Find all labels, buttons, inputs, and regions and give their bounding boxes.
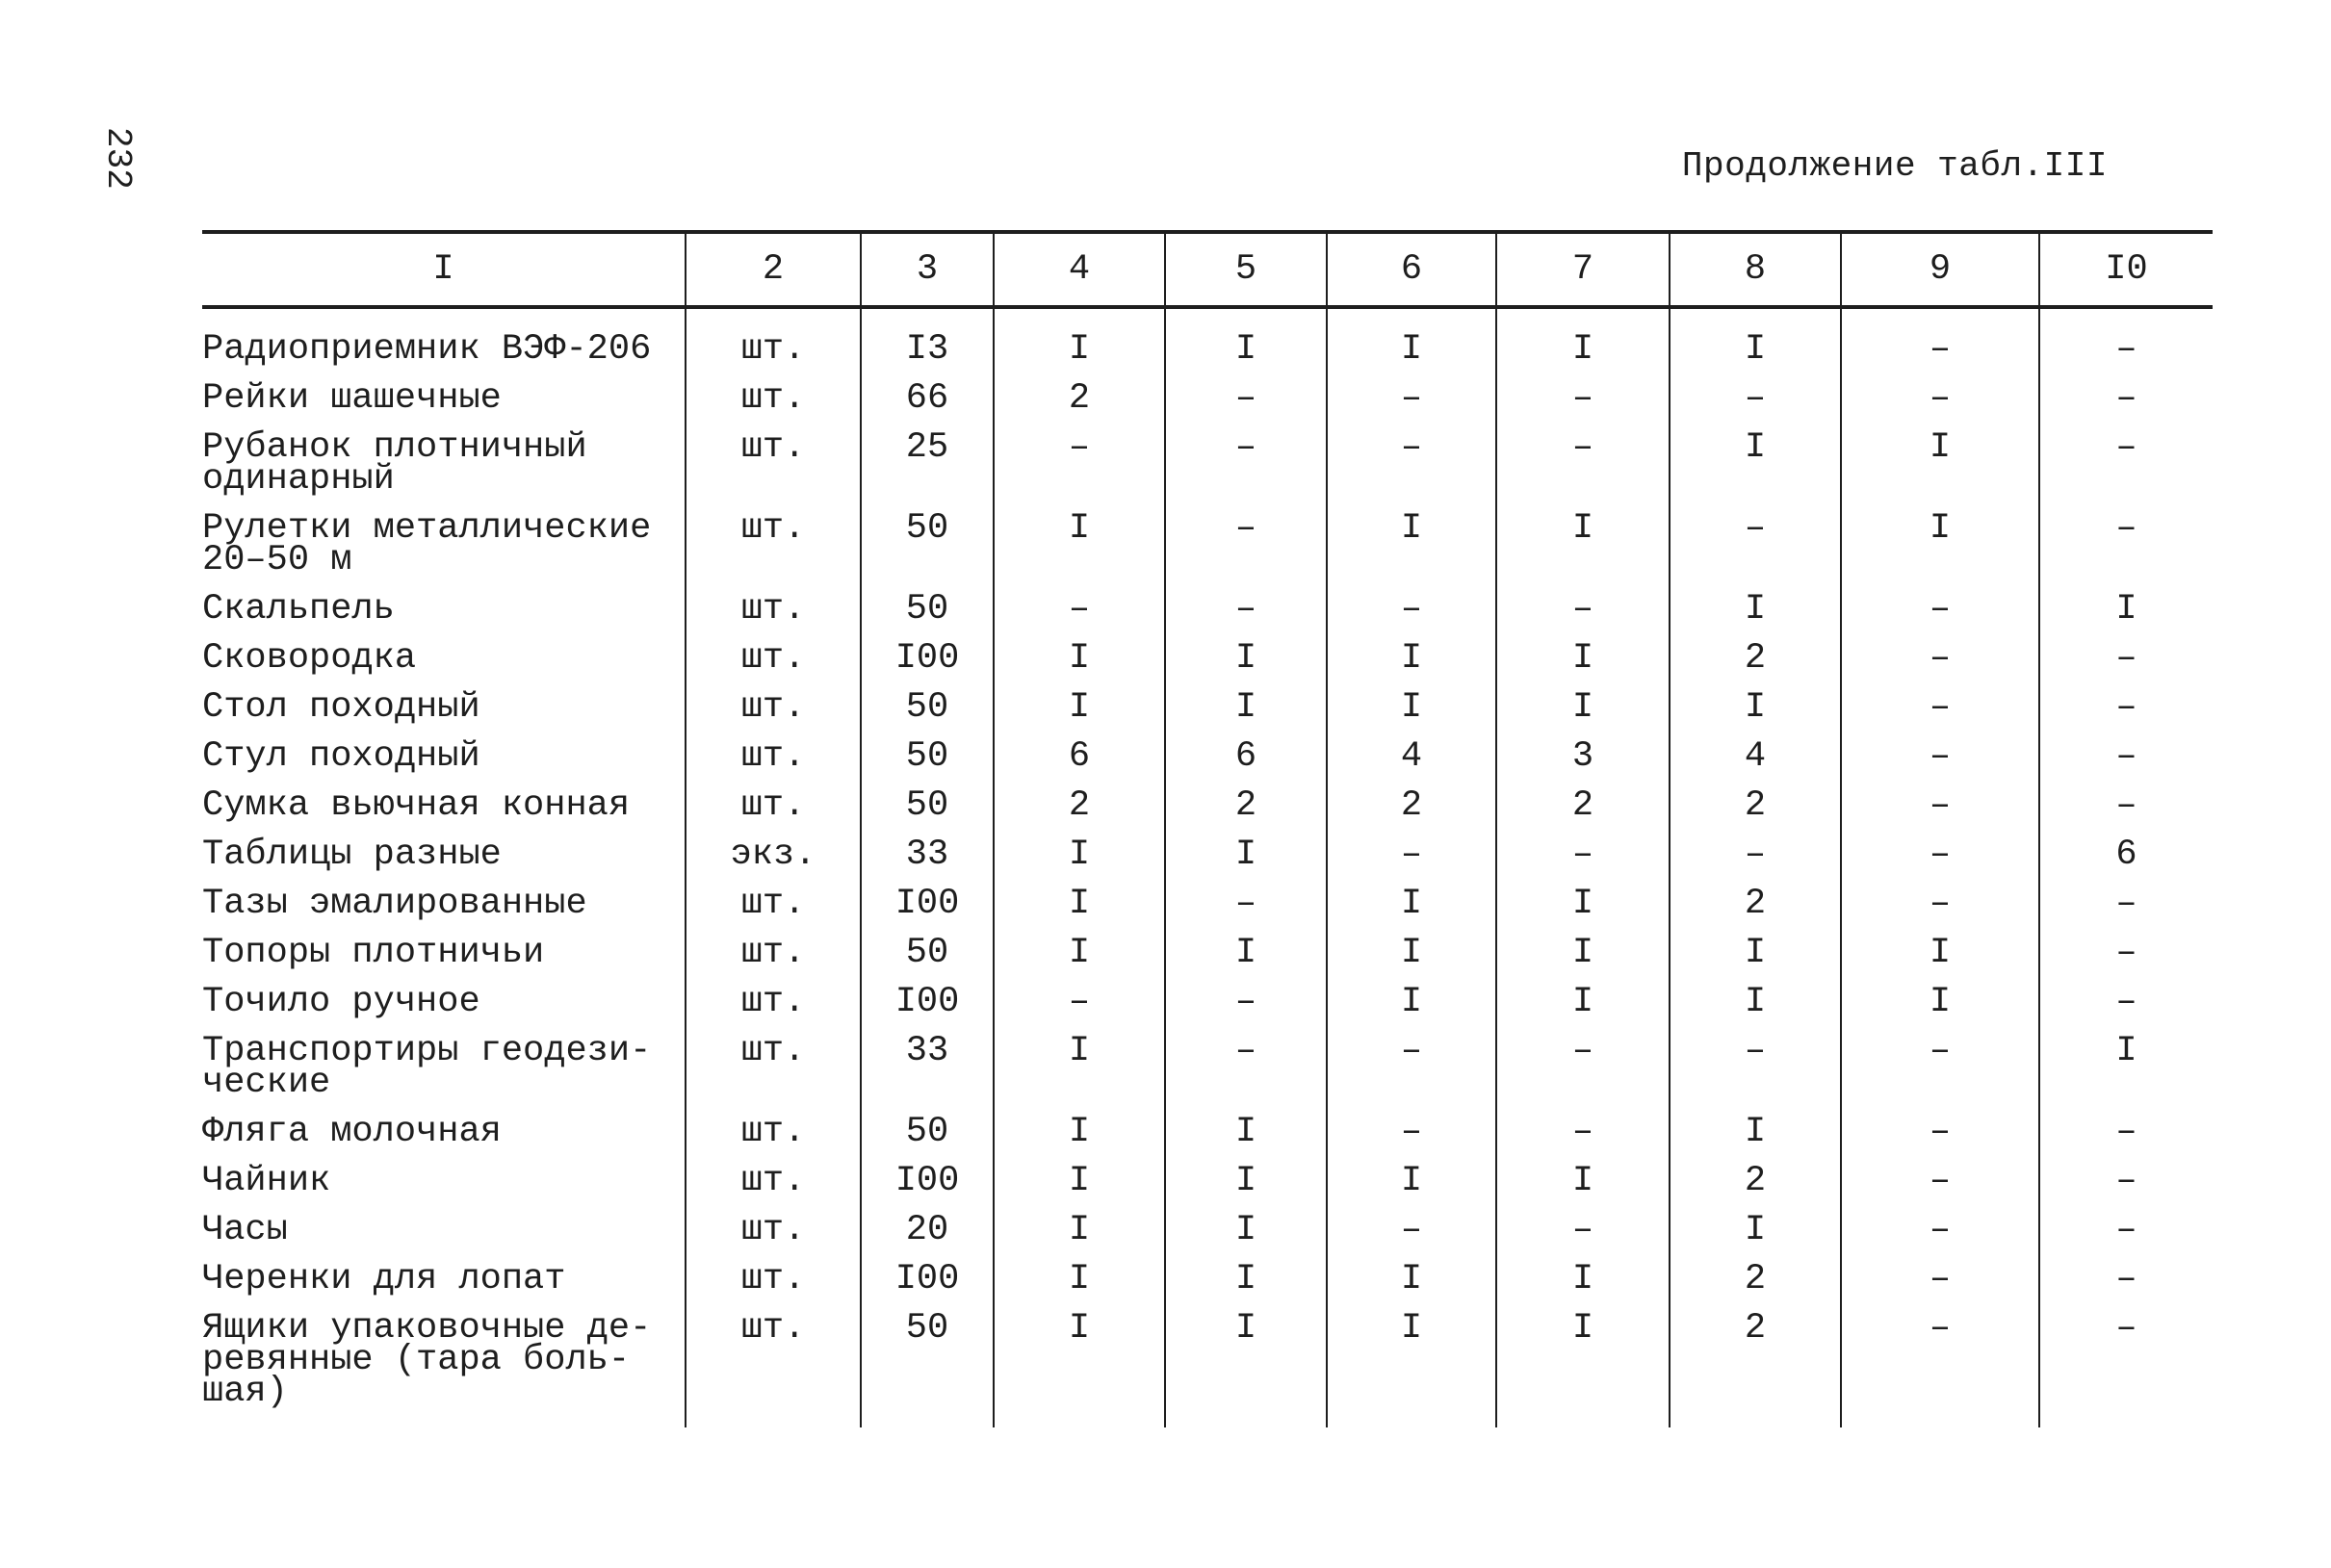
item-name-cell	[202, 374, 686, 424]
table-row	[202, 634, 2213, 683]
table-row	[202, 1255, 2213, 1304]
cell-col-9: –	[1841, 1206, 2039, 1255]
item-name-cell	[202, 1027, 686, 1108]
cell-col-8: I	[1670, 978, 1841, 1027]
table-row	[202, 374, 2213, 424]
item-name-cell	[202, 585, 686, 634]
cell-col-5: –	[1165, 374, 1327, 424]
cell-col-10: –	[2039, 929, 2213, 978]
cell-col-7: I	[1496, 504, 1670, 585]
cell-col-7: I	[1496, 978, 1670, 1027]
cell-col-9: –	[1841, 733, 2039, 782]
cell-col-6: –	[1327, 1027, 1496, 1108]
cell-col-2: экз.	[686, 831, 861, 880]
item-name-cell	[202, 831, 686, 880]
item-name: Ящики упаковочные де- ревянные (тара боль- шая)	[202, 1308, 652, 1412]
cell-col-4: I	[994, 634, 1165, 683]
cell-col-3: 66	[861, 374, 994, 424]
cell-col-3: 50	[861, 733, 994, 782]
cell-col-9: –	[1841, 307, 2039, 374]
item-name-cell	[202, 307, 686, 374]
table-row	[202, 929, 2213, 978]
cell-col-2: шт.	[686, 683, 861, 733]
cell-col-6: –	[1327, 831, 1496, 880]
cell-col-8: I	[1670, 1108, 1841, 1157]
cell-col-2: шт.	[686, 1108, 861, 1157]
cell-col-4: I	[994, 831, 1165, 880]
cell-col-10: –	[2039, 307, 2213, 374]
cell-col-2: шт.	[686, 1206, 861, 1255]
item-name: Скальпель	[202, 589, 395, 630]
cell-col-3: 50	[861, 782, 994, 831]
column-header-4: 4	[994, 232, 1165, 307]
cell-col-4: I	[994, 929, 1165, 978]
column-header-1: I	[202, 232, 686, 307]
cell-col-10: –	[2039, 1206, 2213, 1255]
cell-col-10: I	[2039, 585, 2213, 634]
cell-col-4: I	[994, 1304, 1165, 1427]
cell-col-3: 50	[861, 683, 994, 733]
item-name: Транспортиры геодези- ческие	[202, 1031, 652, 1103]
table-row	[202, 1157, 2213, 1206]
table-row	[202, 683, 2213, 733]
cell-col-4: –	[994, 585, 1165, 634]
cell-col-5: I	[1165, 1255, 1327, 1304]
cell-col-2: шт.	[686, 1255, 861, 1304]
cell-col-10: 6	[2039, 831, 2213, 880]
column-header-7: 7	[1496, 232, 1670, 307]
item-name: Сумка вьючная конная	[202, 785, 631, 826]
cell-col-5: –	[1165, 424, 1327, 504]
cell-col-8: I	[1670, 929, 1841, 978]
cell-col-2: шт.	[686, 1157, 861, 1206]
cell-col-9: –	[1841, 880, 2039, 929]
cell-col-5: I	[1165, 634, 1327, 683]
cell-col-8: 2	[1670, 880, 1841, 929]
item-name-cell	[202, 1304, 686, 1427]
cell-col-10: –	[2039, 733, 2213, 782]
cell-col-10: –	[2039, 683, 2213, 733]
cell-col-9: I	[1841, 424, 2039, 504]
cell-col-3: I3	[861, 307, 994, 374]
cell-col-5: I	[1165, 1206, 1327, 1255]
cell-col-10: –	[2039, 1108, 2213, 1157]
table-row	[202, 307, 2213, 374]
cell-col-8: 2	[1670, 1304, 1841, 1427]
table-row	[202, 978, 2213, 1027]
cell-col-9: –	[1841, 585, 2039, 634]
cell-col-2: шт.	[686, 1027, 861, 1108]
cell-col-7: I	[1496, 683, 1670, 733]
cell-col-6: 2	[1327, 782, 1496, 831]
table-row	[202, 1108, 2213, 1157]
cell-col-9: –	[1841, 1304, 2039, 1427]
cell-col-7: 2	[1496, 782, 1670, 831]
cell-col-6: –	[1327, 1206, 1496, 1255]
column-header-10: I0	[2039, 232, 2213, 307]
column-header-2: 2	[686, 232, 861, 307]
cell-col-7: 3	[1496, 733, 1670, 782]
cell-col-8: –	[1670, 1027, 1841, 1108]
cell-col-5: I	[1165, 307, 1327, 374]
item-name-cell	[202, 1206, 686, 1255]
cell-col-10: –	[2039, 504, 2213, 585]
item-name: Сковородка	[202, 638, 417, 679]
cell-col-8: 2	[1670, 634, 1841, 683]
cell-col-7: I	[1496, 307, 1670, 374]
column-header-8: 8	[1670, 232, 1841, 307]
cell-col-8: I	[1670, 585, 1841, 634]
cell-col-4: –	[994, 424, 1165, 504]
item-name-cell	[202, 880, 686, 929]
cell-col-3: 20	[861, 1206, 994, 1255]
cell-col-9: –	[1841, 374, 2039, 424]
cell-col-8: I	[1670, 683, 1841, 733]
item-name: Топоры плотничьи	[202, 933, 545, 973]
cell-col-3: 50	[861, 1304, 994, 1427]
cell-col-6: –	[1327, 1108, 1496, 1157]
cell-col-3: 25	[861, 424, 994, 504]
cell-col-10: –	[2039, 782, 2213, 831]
cell-col-10: –	[2039, 634, 2213, 683]
cell-col-7: –	[1496, 1108, 1670, 1157]
cell-col-2: шт.	[686, 374, 861, 424]
cell-col-6: I	[1327, 307, 1496, 374]
table-row	[202, 1304, 2213, 1427]
cell-col-3: I00	[861, 1255, 994, 1304]
cell-col-9: –	[1841, 634, 2039, 683]
cell-col-2: шт.	[686, 978, 861, 1027]
cell-col-3: I00	[861, 1157, 994, 1206]
cell-col-7: –	[1496, 1027, 1670, 1108]
cell-col-6: I	[1327, 978, 1496, 1027]
cell-col-5: I	[1165, 1157, 1327, 1206]
cell-col-8: –	[1670, 831, 1841, 880]
cell-col-8: –	[1670, 374, 1841, 424]
cell-col-9: –	[1841, 782, 2039, 831]
header-row	[202, 232, 2213, 307]
item-name-cell	[202, 1255, 686, 1304]
cell-col-2: шт.	[686, 1304, 861, 1427]
cell-col-10: –	[2039, 1157, 2213, 1206]
cell-col-4: I	[994, 1108, 1165, 1157]
cell-col-9: –	[1841, 1108, 2039, 1157]
cell-col-4: I	[994, 683, 1165, 733]
item-name: Радиоприемник ВЭФ-206	[202, 329, 652, 370]
cell-col-6: –	[1327, 585, 1496, 634]
table-row	[202, 733, 2213, 782]
item-name: Тазы эмалированные	[202, 884, 587, 924]
cell-col-8: –	[1670, 504, 1841, 585]
column-header-3: 3	[861, 232, 994, 307]
table-container	[202, 230, 2213, 1427]
cell-col-9: I	[1841, 929, 2039, 978]
cell-col-7: I	[1496, 929, 1670, 978]
table-row	[202, 504, 2213, 585]
cell-col-7: I	[1496, 880, 1670, 929]
cell-col-2: шт.	[686, 634, 861, 683]
table-row	[202, 585, 2213, 634]
cell-col-9: –	[1841, 1027, 2039, 1108]
cell-col-10: I	[2039, 1027, 2213, 1108]
cell-col-5: I	[1165, 1304, 1327, 1427]
cell-col-8: 2	[1670, 1255, 1841, 1304]
cell-col-9: –	[1841, 1157, 2039, 1206]
cell-col-7: I	[1496, 1304, 1670, 1427]
cell-col-3: 50	[861, 585, 994, 634]
cell-col-7: –	[1496, 424, 1670, 504]
cell-col-10: –	[2039, 1304, 2213, 1427]
cell-col-8: I	[1670, 307, 1841, 374]
cell-col-8: 2	[1670, 782, 1841, 831]
cell-col-2: шт.	[686, 929, 861, 978]
cell-col-9: –	[1841, 1255, 2039, 1304]
cell-col-6: I	[1327, 634, 1496, 683]
cell-col-3: 50	[861, 1108, 994, 1157]
table-caption: Продолжение табл.III	[1681, 146, 2108, 186]
table-row	[202, 1206, 2213, 1255]
cell-col-5: I	[1165, 1108, 1327, 1157]
cell-col-4: 6	[994, 733, 1165, 782]
cell-col-6: –	[1327, 374, 1496, 424]
cell-col-9: I	[1841, 978, 2039, 1027]
cell-col-7: –	[1496, 374, 1670, 424]
item-name-cell	[202, 782, 686, 831]
item-name-cell	[202, 978, 686, 1027]
cell-col-4: 2	[994, 374, 1165, 424]
cell-col-5: –	[1165, 585, 1327, 634]
item-name: Чайник	[202, 1161, 331, 1201]
table-row	[202, 424, 2213, 504]
item-name-cell	[202, 634, 686, 683]
cell-col-5: –	[1165, 880, 1327, 929]
item-name: Фляга молочная	[202, 1112, 502, 1152]
cell-col-6: I	[1327, 1255, 1496, 1304]
cell-col-2: шт.	[686, 880, 861, 929]
cell-col-4: I	[994, 307, 1165, 374]
cell-col-6: I	[1327, 880, 1496, 929]
cell-col-2: шт.	[686, 585, 861, 634]
item-name: Часы	[202, 1210, 288, 1250]
cell-col-6: 4	[1327, 733, 1496, 782]
item-name: Стол походный	[202, 687, 480, 728]
cell-col-4: 2	[994, 782, 1165, 831]
column-header-5: 5	[1165, 232, 1327, 307]
cell-col-6: –	[1327, 424, 1496, 504]
cell-col-3: 33	[861, 1027, 994, 1108]
cell-col-4: I	[994, 1157, 1165, 1206]
cell-col-3: I00	[861, 978, 994, 1027]
item-name: Рулетки металлические 20–50 м	[202, 508, 652, 580]
item-name-cell	[202, 1108, 686, 1157]
cell-col-4: I	[994, 1206, 1165, 1255]
item-name-cell	[202, 1157, 686, 1206]
table-row	[202, 782, 2213, 831]
cell-col-10: –	[2039, 880, 2213, 929]
column-header-6: 6	[1327, 232, 1496, 307]
item-name: Точило ручное	[202, 982, 480, 1022]
cell-col-7: –	[1496, 585, 1670, 634]
cell-col-7: I	[1496, 1255, 1670, 1304]
item-name: Черенки для лопат	[202, 1259, 566, 1299]
cell-col-5: –	[1165, 978, 1327, 1027]
cell-col-5: I	[1165, 831, 1327, 880]
cell-col-3: 50	[861, 929, 994, 978]
cell-col-10: –	[2039, 978, 2213, 1027]
cell-col-8: 4	[1670, 733, 1841, 782]
item-name: Рубанок плотничный одинарный	[202, 427, 587, 500]
item-name: Стул походный	[202, 736, 480, 777]
cell-col-4: I	[994, 1255, 1165, 1304]
cell-col-5: I	[1165, 929, 1327, 978]
table-row	[202, 880, 2213, 929]
cell-col-7: –	[1496, 831, 1670, 880]
cell-col-8: 2	[1670, 1157, 1841, 1206]
table-row	[202, 1027, 2213, 1108]
cell-col-3: 50	[861, 504, 994, 585]
cell-col-7: I	[1496, 1157, 1670, 1206]
cell-col-9: –	[1841, 831, 2039, 880]
cell-col-3: I00	[861, 634, 994, 683]
cell-col-7: –	[1496, 1206, 1670, 1255]
cell-col-2: шт.	[686, 504, 861, 585]
cell-col-10: –	[2039, 1255, 2213, 1304]
cell-col-4: I	[994, 1027, 1165, 1108]
item-name-cell	[202, 683, 686, 733]
cell-col-10: –	[2039, 424, 2213, 504]
table-header	[202, 232, 2213, 307]
item-name: Таблицы разные	[202, 835, 502, 875]
cell-col-5: 2	[1165, 782, 1327, 831]
table-body	[202, 307, 2213, 1427]
cell-col-3: 33	[861, 831, 994, 880]
cell-col-5: –	[1165, 1027, 1327, 1108]
item-name: Рейки шашечные	[202, 378, 502, 419]
item-name-cell	[202, 424, 686, 504]
item-name-cell	[202, 733, 686, 782]
cell-col-5: 6	[1165, 733, 1327, 782]
cell-col-4: –	[994, 978, 1165, 1027]
cell-col-9: –	[1841, 683, 2039, 733]
cell-col-4: I	[994, 880, 1165, 929]
cell-col-4: I	[994, 504, 1165, 585]
page-number: 232	[98, 127, 138, 190]
cell-col-3: I00	[861, 880, 994, 929]
cell-col-10: –	[2039, 374, 2213, 424]
item-name-cell	[202, 504, 686, 585]
cell-col-9: I	[1841, 504, 2039, 585]
cell-col-6: I	[1327, 929, 1496, 978]
cell-col-8: I	[1670, 1206, 1841, 1255]
column-header-9: 9	[1841, 232, 2039, 307]
cell-col-2: шт.	[686, 424, 861, 504]
cell-col-2: шт.	[686, 782, 861, 831]
cell-col-6: I	[1327, 504, 1496, 585]
cell-col-5: I	[1165, 683, 1327, 733]
cell-col-5: –	[1165, 504, 1327, 585]
item-name-cell	[202, 929, 686, 978]
cell-col-6: I	[1327, 683, 1496, 733]
cell-col-6: I	[1327, 1304, 1496, 1427]
cell-col-7: I	[1496, 634, 1670, 683]
cell-col-2: шт.	[686, 733, 861, 782]
inventory-table	[202, 230, 2213, 1427]
cell-col-8: I	[1670, 424, 1841, 504]
cell-col-6: I	[1327, 1157, 1496, 1206]
table-row	[202, 831, 2213, 880]
cell-col-2: шт.	[686, 307, 861, 374]
